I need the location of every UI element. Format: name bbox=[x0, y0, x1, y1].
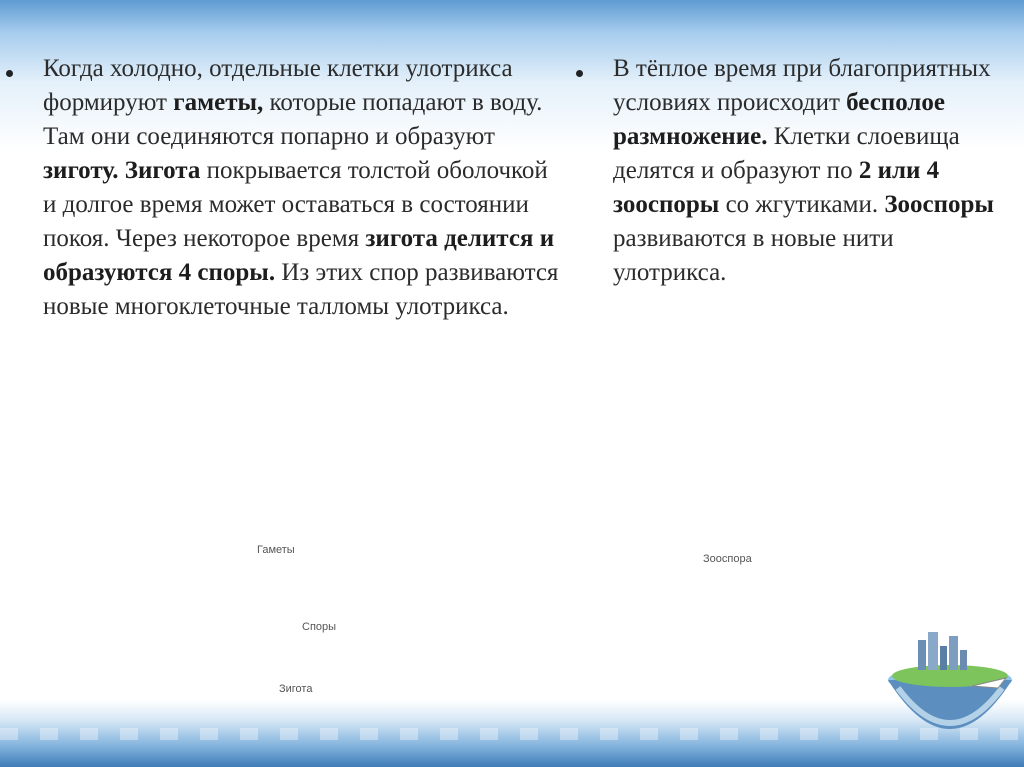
right-bold-zoospores-count: 2 или 4 зооспоры bbox=[613, 157, 940, 218]
right-bold-zoospores: Зооспоры bbox=[884, 191, 994, 218]
right-bold-asexual: бесполое размножение. bbox=[613, 89, 946, 150]
globe-city-logo-icon bbox=[888, 632, 1012, 729]
left-text-4: Из этих спор развиваются новые многоклеточные талломы улотрикса. bbox=[43, 259, 559, 320]
label-zoospore: Зооспора bbox=[703, 553, 752, 565]
left-bold-spores: зигота делится и образуются 4 споры. bbox=[43, 225, 555, 286]
left-text-2: которые попадают в воду. Там они соединяются попарно и образуют bbox=[43, 89, 543, 150]
right-text-3: со жгутиками. bbox=[719, 191, 885, 218]
right-text-4: развиваются в новые нити улотрикса. bbox=[613, 225, 894, 286]
label-spores: Споры bbox=[302, 621, 337, 633]
figure-text-labels bbox=[257, 544, 753, 695]
right-text-1: В тёплое время при благоприятных условиях происходит bbox=[613, 55, 991, 116]
left-text-1: Когда холодно, отдельные клетки улотрикса формируют bbox=[43, 55, 513, 116]
right-text-2: Клетки слоевища делятся и образуют по bbox=[613, 123, 960, 184]
left-text-3: покрывается толстой оболочкой и долгое время может оставаться в состоянии покоя. Через некоторое время bbox=[43, 157, 548, 252]
label-gametes: Гаметы bbox=[257, 544, 295, 556]
left-bold-gametes: гаметы, bbox=[173, 89, 264, 116]
label-zygote: Зигота bbox=[279, 683, 313, 695]
left-bold-zygote: зиготу. Зигота bbox=[43, 157, 201, 184]
